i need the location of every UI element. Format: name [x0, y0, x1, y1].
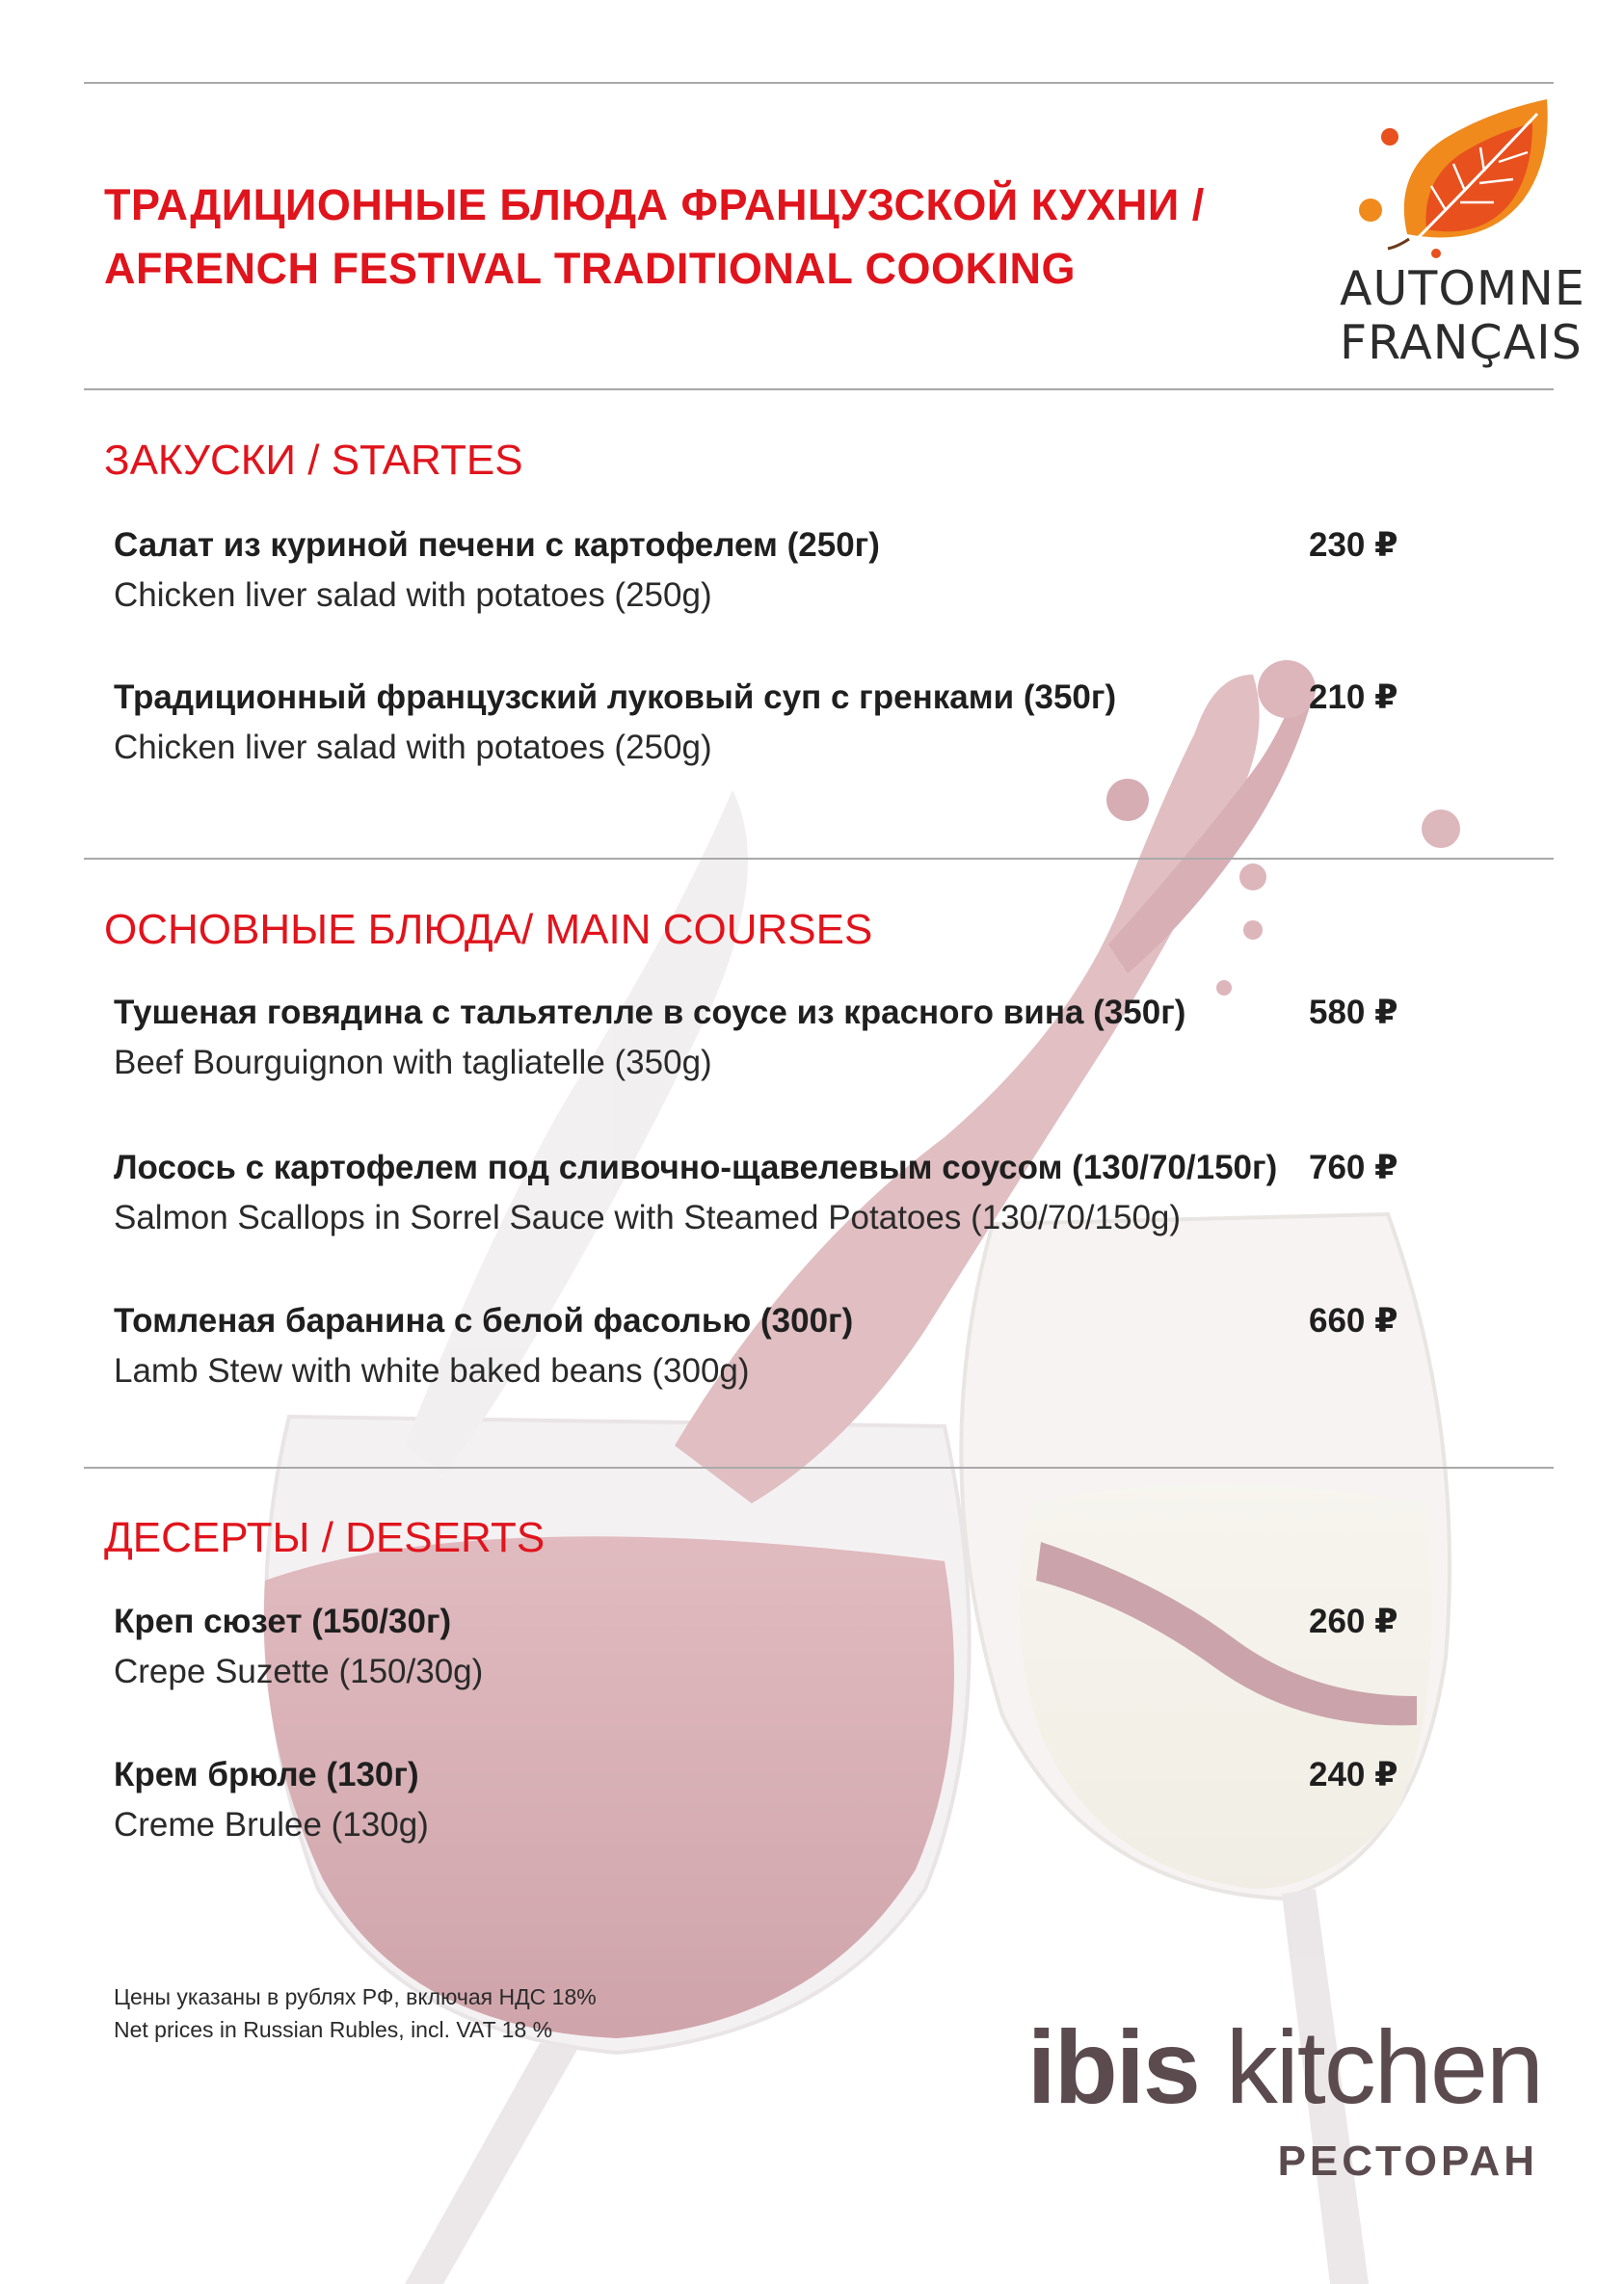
menu-item-name-en: Salmon Scallops in Sorrel Sauce with Steamed Potatoes (130/70/150g) [114, 1199, 1182, 1236]
menu-item-price: 230 ₽ [1309, 526, 1398, 564]
menu-item [114, 988, 1540, 1088]
menu-item-name-ru: Традиционный французский луковый суп с гренками (350г) [114, 678, 1117, 716]
page-title [104, 173, 1357, 301]
section-title-main-courses: ОСНОВНЫЕ БЛЮДА/ MAIN COURSES [104, 906, 873, 953]
menu-item-name-en: Chicken liver salad with potatoes (250g) [114, 576, 712, 614]
menu-item [114, 520, 1540, 621]
menu-item-name-ru: Томленая баранина с белой фасолью (300г) [114, 1302, 854, 1340]
footnote-line-ru: Цены указаны в рублях РФ, включая НДС 18% [114, 1984, 597, 2009]
menu-item-price: 240 ₽ [1309, 1756, 1398, 1793]
automne-francais-logo [1340, 94, 1585, 384]
page-title-line-1: ТРАДИЦИОННЫЕ БЛЮДА ФРАНЦУЗСКОЙ КУХНИ / [104, 180, 1205, 229]
page-title-line-2: AFRENCH FESTIVAL TRADITIONAL COOKING [104, 244, 1076, 293]
menu-item-price: 260 ₽ [1309, 1603, 1398, 1640]
autumn-leaf-icon [1340, 94, 1571, 258]
logo-line-1: AUTOMNE [1340, 261, 1585, 316]
brand-subtitle: РЕСТОРАН [1277, 2138, 1538, 2185]
menu-item [114, 673, 1540, 773]
menu-item [114, 1296, 1540, 1396]
section-divider [84, 858, 1554, 860]
brand-name-bold: ibis [1026, 2008, 1199, 2125]
brand-name-light: kitchen [1198, 2008, 1542, 2125]
brand-name [1027, 2009, 1542, 2125]
menu-item-name-en: Creme Brulee (130g) [114, 1806, 429, 1844]
menu-item-price: 660 ₽ [1309, 1302, 1398, 1340]
menu-item [114, 1597, 1540, 1697]
menu-item-name-en: Crepe Suzette (150/30g) [114, 1653, 484, 1690]
footnote-line-en: Net prices in Russian Rubles, incl. VAT 18 % [114, 2017, 553, 2042]
menu-item-price: 580 ₽ [1309, 994, 1398, 1031]
menu-item-name-en: Chicken liver salad with potatoes (250g) [114, 729, 712, 766]
menu-item-price: 760 ₽ [1309, 1149, 1398, 1186]
menu-item-name-ru: Крем брюле (130г) [114, 1756, 419, 1793]
menu-item-name-en: Lamb Stew with white baked beans (300g) [114, 1352, 750, 1390]
section-divider [84, 1467, 1554, 1469]
price-footnote [114, 1980, 597, 2046]
menu-item-name-ru: Лосось с картофелем под сливочно-щавелевым соусом (130/70/150г) [114, 1149, 1278, 1186]
section-title-desserts: ДЕСЕРТЫ / DESERTS [104, 1514, 546, 1561]
menu-item-name-ru: Тушеная говядина с тальятелле в соусе из красного вина (350г) [114, 994, 1186, 1031]
menu-item-price: 210 ₽ [1309, 678, 1398, 716]
header-divider [84, 388, 1554, 390]
menu-item-name-ru: Креп сюзет (150/30г) [114, 1603, 452, 1640]
section-title-starters: ЗАКУСКИ / STARTES [104, 437, 523, 484]
ibis-kitchen-logo [973, 2009, 1542, 2202]
menu-item [114, 1143, 1540, 1243]
menu-item [114, 1750, 1540, 1850]
logo-line-2: FRANÇAIS [1340, 315, 1583, 370]
menu-item-name-ru: Салат из куриной печени с картофелем (250г) [114, 526, 880, 564]
top-divider [84, 82, 1554, 84]
menu-item-name-en: Beef Bourguignon with tagliatelle (350g) [114, 1044, 712, 1081]
